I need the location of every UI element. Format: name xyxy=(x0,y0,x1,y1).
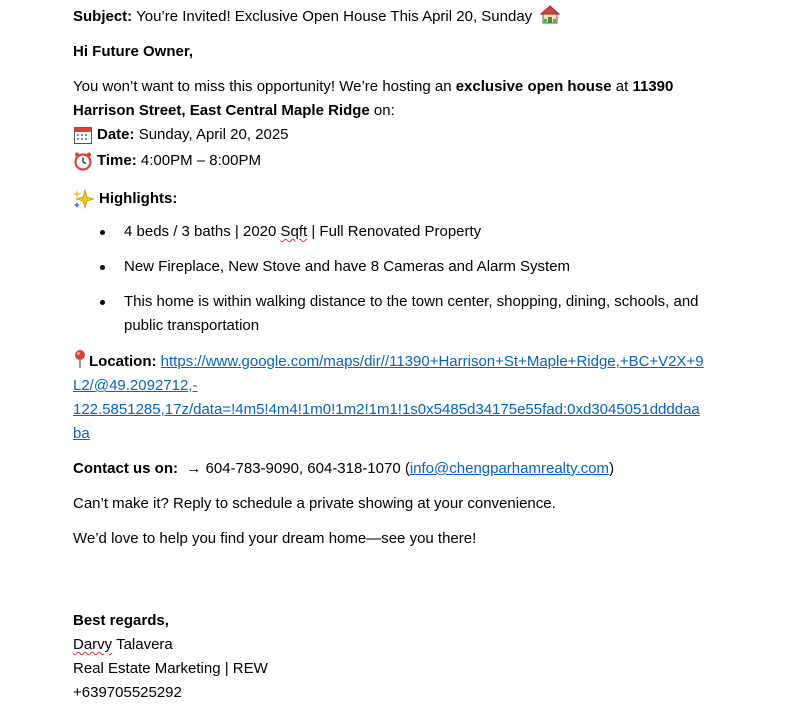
highlights-heading xyxy=(73,187,733,211)
signature-name: Darvy Talavera xyxy=(73,636,173,653)
time-line xyxy=(73,149,733,173)
location-paragraph xyxy=(73,349,733,446)
time-label: Time: xyxy=(97,152,137,169)
greeting: Hi Future Owner, xyxy=(73,43,194,60)
subject-line xyxy=(73,4,733,29)
signature-title: Real Estate Marketing | REW xyxy=(73,660,268,677)
highlights-label: Highlights: xyxy=(99,190,178,207)
contact-phones: 604-783-9090, 604-318-1070 ( xyxy=(205,460,410,477)
signature-phone: +639705525292 xyxy=(73,684,182,701)
list-item: This home is within walking distance to the town center, shopping, dining, schools, and public transportation xyxy=(73,290,733,338)
contact-line: Contact us on: → 604-783-9090, 604-318-1070 (info@chengparhamrealty.com) xyxy=(73,460,615,477)
contact-email-link[interactable]: info@chengparhamrealty.com xyxy=(409,460,610,477)
date-value: Sunday, April 20, 2025 xyxy=(138,126,289,143)
email-body xyxy=(73,0,733,705)
highlights-list xyxy=(73,220,733,338)
calendar-icon xyxy=(73,125,93,145)
list-item: New Fireplace, New Stove and have 8 Cameras and Alarm System xyxy=(73,255,733,279)
spellcheck-word: Sqft xyxy=(280,223,308,240)
spellcheck-word: Darvy xyxy=(73,636,113,653)
date-label: Date: xyxy=(97,126,135,143)
contact-label: Contact us on: xyxy=(73,460,178,477)
time-value: 4:00PM – 8:00PM xyxy=(140,152,261,169)
location-label: Location: xyxy=(89,353,157,370)
arrow-icon: → xyxy=(186,460,202,477)
location-link[interactable]: https://www.google.com/maps/dir//11390+Harrison+St+Maple+Ridge,+BC+V2X+9 L2/@49.2092712,- 122.5851285,17z/data=!4m5!4m4!1m0!1m2!1m1!1s0x5485d34175e55fad:0xd3045051ddddaa ba xyxy=(73,353,704,442)
subject-label: Subject: xyxy=(73,8,133,25)
alarm-clock-icon xyxy=(73,151,93,171)
closing-line: We’d love to help you find your dream home—see you there! xyxy=(73,530,477,547)
address: 11390 Harrison Street, East Central Maple Ridge xyxy=(73,78,674,119)
cant-make-it-text: Can’t make it? Reply to schedule a private showing at your convenience. xyxy=(73,495,556,512)
intro-paragraph: You won’t want to miss this opportunity! We’re hosting an exclusive open house at 11390 Harrison Street, East Central Maple Ridge on: xyxy=(73,78,674,119)
subject-text: You’re Invited! Exclusive Open House This April 20, Sunday xyxy=(136,8,533,25)
pin-icon xyxy=(73,349,87,369)
house-icon xyxy=(540,4,560,24)
list-item: 4 beds / 3 baths | 2020 Sqft | Full Renovated Property xyxy=(73,220,733,244)
signoff: Best regards, xyxy=(73,612,169,629)
sparkles-icon xyxy=(73,189,95,209)
date-line xyxy=(73,123,733,147)
